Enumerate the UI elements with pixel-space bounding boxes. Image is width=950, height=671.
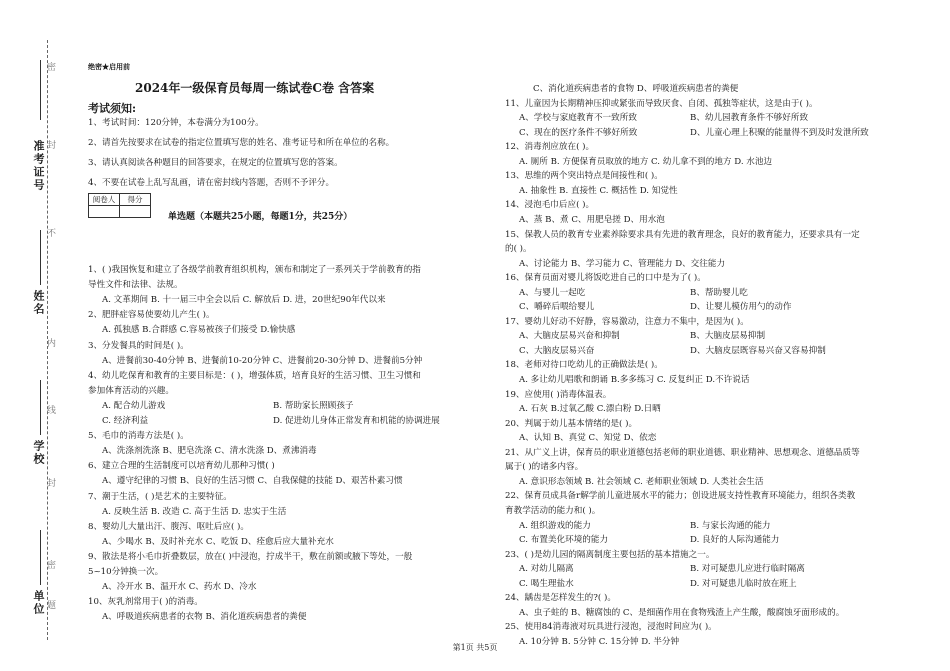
question-line: 属于( )的诸多内容。 bbox=[505, 462, 584, 473]
question-line: A、冷开水 B、温开水 C、药水 D、冷水 bbox=[102, 582, 257, 593]
right-column bbox=[505, 0, 910, 671]
binding-margin bbox=[0, 0, 80, 671]
question-line: A、进餐前30-40分钟 B、进餐前10-20分钟 C、进餐前20-30分钟 D、进餐前5分钟 bbox=[102, 355, 423, 366]
question-option: B. 对可疑患儿应进行临时隔离 bbox=[690, 564, 805, 575]
question-line: 17、婴幼儿好动不好静，容易激动，注意力不集中，是因为( )。 bbox=[505, 316, 749, 327]
section-heading: 单选题（本题共25小题，每题1分，共25分） bbox=[168, 212, 353, 222]
question-option: D、让婴儿模仿用勺的动作 bbox=[690, 302, 792, 313]
secret-label: 绝密★启用前 bbox=[88, 62, 130, 71]
question-line: C、大脑皮层易兴奋 bbox=[519, 345, 595, 356]
question-line: 14、浸泡毛巾后应( )。 bbox=[505, 200, 595, 211]
question-line: A、与婴儿一起吃 bbox=[519, 287, 586, 298]
question-option: D、大脑皮层既容易兴奋又容易抑制 bbox=[690, 345, 826, 356]
question-line: 的( )。 bbox=[505, 244, 532, 255]
page-footer: 第1页 共5页 bbox=[452, 643, 498, 652]
question-line: 2、肥胖症容易使要幼儿产生( )。 bbox=[88, 310, 215, 321]
question-line: 18、老师对待口吃幼儿的正确做法是( )。 bbox=[505, 360, 663, 371]
question-line: A、呼吸道疾病患者的衣物 B、消化道疾病患者的粪便 bbox=[102, 612, 307, 623]
exam-number-label: 准考证号 bbox=[32, 140, 45, 192]
question-line: A. 配合幼儿游戏 bbox=[102, 400, 166, 411]
question-line: A、认知 B、真觉 C、知觉 D、依恋 bbox=[519, 433, 657, 444]
question-line: 20、判属于幼儿基本情绪的是( )。 bbox=[505, 418, 638, 429]
notice-heading: 考试须知: bbox=[88, 102, 137, 115]
question-line: C、现在的医疗条件不够好所致 bbox=[519, 127, 638, 138]
seal-mark: 封 bbox=[45, 478, 55, 487]
question-line: 8、婴幼儿大量出汗、腹泻、呕吐后应( )。 bbox=[88, 521, 249, 532]
question-line: A、讨论能力 B、学习能力 C、管理能力 D、交往能力 bbox=[519, 258, 726, 269]
seal-mark: 不 bbox=[45, 228, 55, 237]
question-line: 7、潮于生活，( )是艺术的主要特征。 bbox=[88, 491, 232, 502]
unit-label: 单位 bbox=[32, 590, 45, 616]
question-line: 21、从广义上讲，保育员的职业道德包括老师的职业道德、职业精神、思想观念、道德品质等 bbox=[505, 447, 860, 458]
question-line: 15、保教人员的教育专业素养除要求具有先进的教育理念，良好的教育能力，还要求具有一定 bbox=[505, 229, 860, 240]
question-option: D. 良好的人际沟通能力 bbox=[690, 535, 780, 546]
question-line: 12、消毒剂应放在( )。 bbox=[505, 142, 595, 153]
question-line: A. 多让幼儿唱歌和朗诵 B.多多练习 C. 反复纠正 D.不许说话 bbox=[519, 375, 750, 385]
question-line: 16、保育员面对婴儿将饭吃进自己的口中是为了( )。 bbox=[505, 273, 706, 284]
question-line: 25、使用84消毒液对玩具进行浸泡，浸泡时间应为( )。 bbox=[505, 622, 717, 633]
question-line: A、虫子蛀的 B、糖腐蚀的 C、是细菌作用在食物残渣上产生酸，酸腐蚀牙面形成的。 bbox=[519, 607, 845, 618]
question-line: 1、( )我国恢复和建立了各级学前教育组织机构，颁布和制定了一系列关于学前教育的指 bbox=[88, 265, 421, 275]
question-option: B、幼儿园教育条件不够好所致 bbox=[690, 113, 809, 124]
question-line: 22、保育员成具备r解学前儿童进展水平的能力；创设进展支持性教育环境能力，组织各类教 bbox=[505, 491, 856, 502]
question-line: A、少喝水 B、及时补充水 C、吃饭 D、痊愈后应大量补充水 bbox=[102, 536, 334, 547]
question-line: 11、儿童因为长期精神压抑或紧张而导致厌食、自闭、孤独等症状，这是由于( )。 bbox=[505, 98, 818, 109]
seal-mark: 封 bbox=[45, 140, 55, 149]
question-line: 19、应使用( )消毒体温表。 bbox=[505, 389, 612, 400]
question-line: 导性文件和法律、法规。 bbox=[88, 280, 183, 291]
left-column bbox=[88, 0, 488, 671]
question-line: A. 意识形态领域 B. 社会领域 C. 老师职业领域 D. 人类社会生活 bbox=[519, 476, 764, 487]
school-blank bbox=[40, 380, 41, 435]
question-line: A. 文革期间 B. 十一届三中全会以后 C. 解放后 D. 进，20世纪90年代以来 bbox=[102, 295, 386, 306]
question-line: A、蒸 B、煮 C、用肥皂搓 D、用水泡 bbox=[519, 214, 665, 225]
unit-blank bbox=[40, 530, 41, 585]
question-option: D. 对可疑患儿临时放在班上 bbox=[690, 578, 797, 589]
question-line: A、学校与家庭教育不一致所致 bbox=[519, 113, 637, 124]
question-option: B. 帮助家长照顾孩子 bbox=[273, 400, 354, 411]
question-line: A. 10分钟 B. 5分钟 C. 15分钟 D. 半分钟 bbox=[519, 636, 680, 647]
question-line: 参加体育活动的兴趣。 bbox=[88, 385, 174, 396]
question-line: 5、毛巾的消毒方法是( )。 bbox=[88, 431, 189, 442]
question-line: A. 反映生活 B. 改造 C. 高于生活 D. 忠实于生活 bbox=[102, 506, 287, 517]
question-line: A. 对幼儿隔离 bbox=[519, 564, 574, 575]
seal-mark: 密 bbox=[45, 560, 55, 569]
question-line: A、大脑皮层易兴奋和抑制 bbox=[519, 331, 620, 342]
notice-item: 3、请认真阅读各种题目的回答要求，在规定的位置填写您的答案。 bbox=[88, 158, 343, 168]
question-option: D、儿童心理上积聚的能量得不到及时发泄所致 bbox=[690, 127, 869, 138]
question-line: 6、建立合理的生活制度可以培育幼儿那种习惯( ) bbox=[88, 461, 275, 472]
school-label: 学校 bbox=[32, 440, 45, 466]
question-option: D. 促进幼儿身体正常发育和机能的协调进展 bbox=[273, 416, 440, 426]
score-cell: 得分 bbox=[120, 194, 151, 206]
question-line: 24、龋齿是怎样发生的?( )。 bbox=[505, 593, 616, 604]
name-label: 姓名 bbox=[32, 290, 45, 316]
question-line: 10、灰乳剂常用于( )的消毒。 bbox=[88, 597, 203, 608]
question-line: A. 组织游戏的能力 bbox=[519, 520, 591, 531]
question-line: 4、幼儿吃保育和教育的主要目标是：( )，增强体质，培育良好的生活习惯、卫生习惯和 bbox=[88, 370, 421, 381]
question-line: C、消化道疾病患者的食物 D、呼吸道疾病患者的粪便 bbox=[533, 84, 739, 94]
question-line: 育教学活动的能力和( )。 bbox=[505, 505, 601, 516]
question-line: 5~10分钟换一次。 bbox=[88, 567, 164, 577]
question-line: 13、思维的两个突出特点是间接性和( )。 bbox=[505, 171, 663, 182]
question-line: C. 布置美化环境的能力 bbox=[519, 535, 609, 546]
grader-cell: 阅卷人 bbox=[89, 194, 120, 206]
name-blank bbox=[40, 230, 41, 285]
seal-mark: 线 bbox=[45, 405, 55, 414]
exam-title: 2024年一级保育员每周一练试卷C卷 含答案 bbox=[135, 81, 375, 95]
question-line: A. 石灰 B.过氧乙酸 C.漂白粉 D.日晒 bbox=[519, 404, 661, 415]
notice-item: 2、请首先按要求在试卷的指定位置填写您的姓名、准考证号和所在单位的名称。 bbox=[88, 138, 395, 148]
question-line: A、洗涤剂洗涤 B、肥皂洗涤 C、清水洗涤 D、煮沸消毒 bbox=[102, 446, 317, 457]
exam-number-blank bbox=[40, 60, 41, 120]
question-line: C. 喝生理盐水 bbox=[519, 578, 574, 589]
question-line: A. 抽象性 B. 直接性 C. 概括性 D. 知觉性 bbox=[519, 185, 678, 196]
question-option: B、帮助婴儿吃 bbox=[690, 287, 748, 298]
notice-item: 1、考试时间：120分钟，本卷满分为100分。 bbox=[88, 118, 264, 128]
notice-item: 4、不要在试卷上乱写乱画，请在密封线内答题，否则不予评分。 bbox=[88, 178, 335, 188]
seal-mark: 题 bbox=[45, 600, 55, 609]
question-line: C、嚼碎后喂给婴儿 bbox=[519, 302, 595, 313]
question-line: A、遵守纪律的习惯 B、良好的生活习惯 C、自我保健的技能 D、艰苦朴素习惯 bbox=[102, 476, 403, 487]
question-line: A. 孤独感 B.合群感 C.容易被孩子们接受 D.愉快感 bbox=[102, 325, 296, 336]
seal-mark: 密 bbox=[45, 62, 55, 71]
question-option: B、大脑皮层易抑制 bbox=[690, 331, 766, 342]
question-line: 3、分发餐具的时间是( )。 bbox=[88, 340, 189, 351]
question-line: 23、( )是幼儿园的隔离制度主要包括的基本措施之一。 bbox=[505, 549, 715, 560]
question-line: C. 经济利益 bbox=[102, 416, 149, 426]
question-line: 9、散法是将小毛巾折叠数层，放在( )中浸泡，拧成半干，敷在前额或腋下等处，一般 bbox=[88, 551, 413, 562]
seal-mark: 内 bbox=[45, 338, 55, 347]
question-line: A. 厕所 B. 方便保育员取放的地方 C. 幼儿拿不到的地方 D. 水池边 bbox=[519, 156, 773, 167]
question-option: B. 与家长沟通的能力 bbox=[690, 520, 771, 531]
